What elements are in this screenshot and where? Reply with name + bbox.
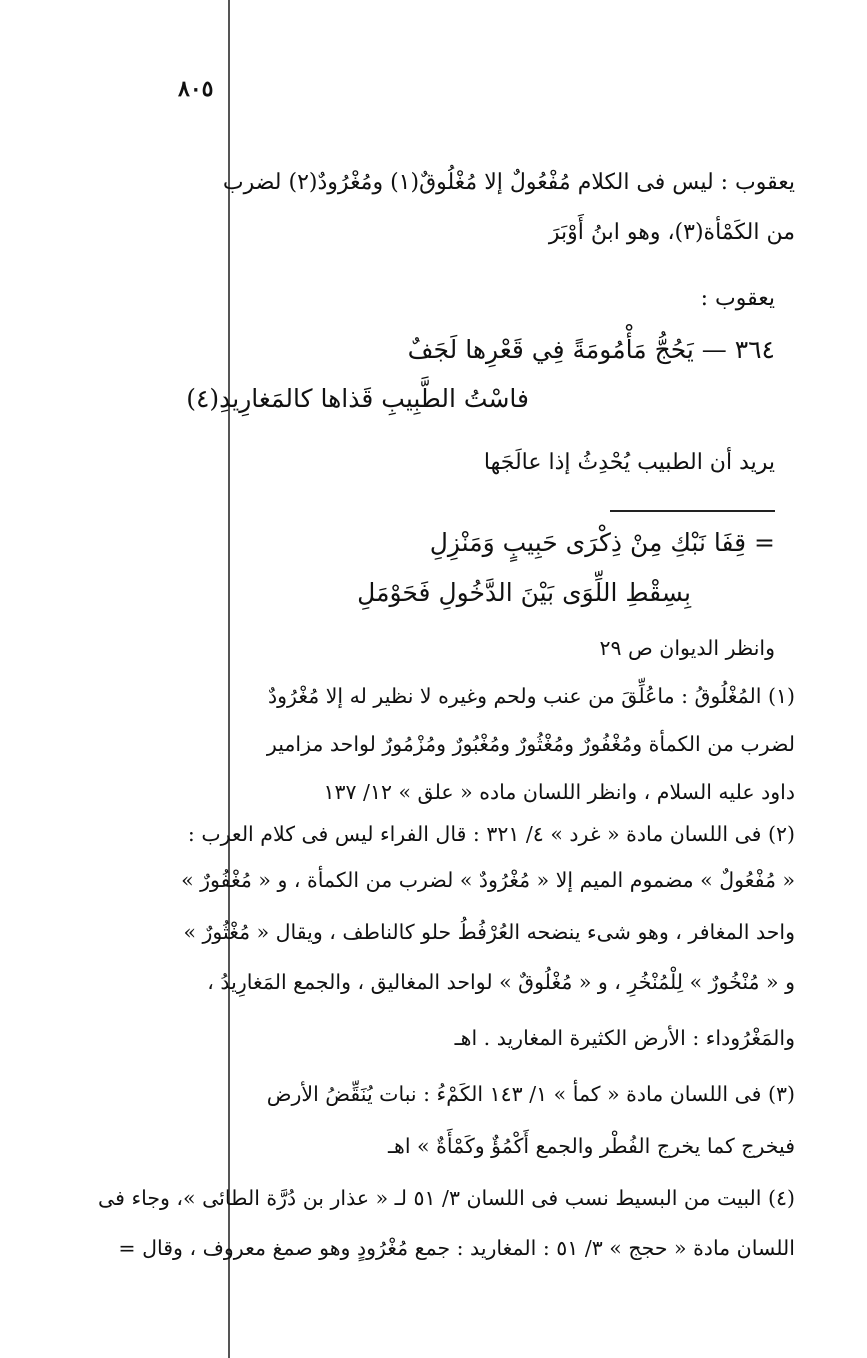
footnote-3-line-2: فيخرج كما يخرج الفُطْر والجمع أَكْمُؤٌ وكَمْأَةٌ » اهـ <box>388 1134 795 1158</box>
body-line-2: من الكَمْأة(٣)، وهو ابنُ أَوْبَرَ <box>548 220 795 245</box>
body-line-1: يعقوب : ليس فى الكلام مُفْعُولٌ إلا مُغْلُوقٌ(١) ومُغْرُودٌ(٢) لضرب <box>222 170 795 195</box>
footnote-1-line-3: داود عليه السلام ، وانظر اللسان ماده « علق » ١٢/ ١٣٧ <box>323 780 795 804</box>
footnote-separator <box>610 510 775 512</box>
footnote-1-line-2: لضرب من الكمأة ومُغْفُورٌ ومُغْثُورٌ ومُغْبُورٌ ومُزْمُورٌ لواحد مزامير <box>266 732 795 756</box>
footnote-2-line-5: والمَغْرُوداء : الأرض الكثيرة المغاريد . اهـ <box>454 1026 795 1050</box>
verse-line-1: ٣٦٤ — يَحُجُّ مَأْمُومَةً فِي قَعْرِها لَجَفٌ <box>407 335 775 364</box>
verse-line-2: فاسْتُ الطَّبِيبِ قَذاها كالمَغارِيدِ(٤) <box>186 384 529 413</box>
footnote-4-line-1: (٤) البيت من البسيط نسب فى اللسان ٣/ ٥١ لـ « عذار بن دُرَّة الطائى »، وجاء فى <box>98 1186 795 1210</box>
footnote-cont-ref: وانظر الديوان ص ٢٩ <box>599 636 775 660</box>
footnote-2-line-1: (٢) فى اللسان مادة « غرد » ٤/ ٣٢١ : قال الفراء ليس فى كلام العرب : <box>187 822 795 846</box>
body-line-3: يعقوب : <box>700 286 775 311</box>
footnote-2-line-2: « مُفْعُولٌ » مضموم الميم إلا « مُغْرُودٌ » لضرب من الكمأة ، و « مُغْفُورٌ » <box>181 868 795 892</box>
footnote-cont-verse-1: = قِفَا نَبْكِ مِنْ ذِكْرَى حَبِيبٍ وَمَنْزِلِ <box>429 528 775 557</box>
footnote-3-line-1: (٣) فى اللسان مادة « كمأ » ١/ ١٤٣ الكَمْءُ : نبات يُنَقِّضُ الأرض <box>266 1082 795 1106</box>
page-number: ٨٠٥ <box>178 76 214 102</box>
body-line-4: يريد أن الطبيب يُحْدِثُ إذا عالَجَها <box>483 450 775 475</box>
footnote-1-line-1: (١) المُغْلُوقُ : ماعُلِّقَ من عنب ولحم وغيره لا نظير له إلا مُغْرُودٌ <box>268 684 795 708</box>
footnote-2-line-3: واحد المغافر ، وهو شىء ينضحه العُرْفُطُ حلو كالناطف ، ويقال « مُغْثُورٌ » <box>183 920 795 944</box>
footnote-cont-verse-2: بِسِقْطِ اللِّوَى بَيْنَ الدَّخُولِ فَحَوْمَلِ <box>357 578 691 607</box>
scan-fold-line <box>228 0 230 1358</box>
footnote-2-line-4: و « مُنْخُورٌ » لِلْمُنْخُرِ ، و « مُغْلُوقٌ » لواحد المغاليق ، والجمع المَغارِيدُ ، <box>207 970 795 994</box>
footnote-4-line-2: اللسان مادة « حجج » ٣/ ٥١ : المغاريد : جمع مُغْرُودٍ وهو صمغ معروف ، وقال = <box>118 1236 795 1260</box>
